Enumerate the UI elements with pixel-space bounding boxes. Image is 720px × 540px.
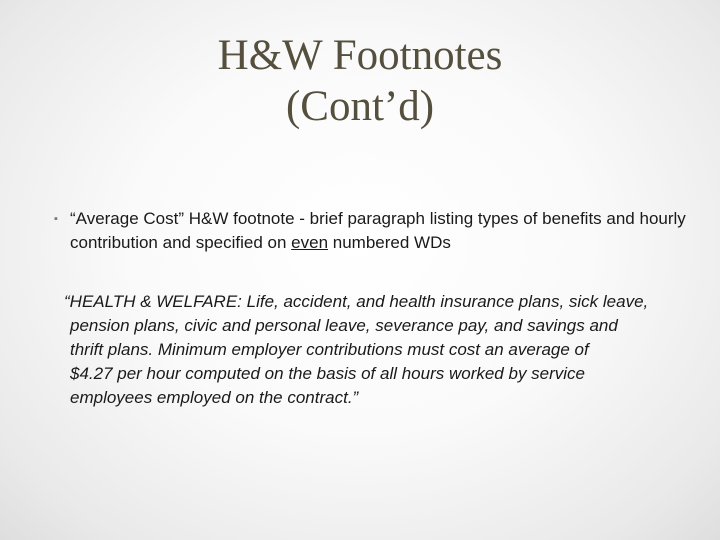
quote-line: “HEALTH & WELFARE: Life, accident, and health insurance plans, sick leave,	[64, 292, 649, 311]
slide-title	[0, 30, 720, 132]
slide-title-line-2: (Cont’d)	[285, 83, 435, 130]
quoted-footnote	[64, 290, 704, 410]
bullet-text-after: numbered WDs	[328, 233, 451, 252]
bullet-text-underlined: even	[291, 233, 329, 252]
quote-line: $4.27 per hour computed on the basis of all hours worked by service	[70, 364, 586, 383]
bullet-text-before: “Average Cost” H&W footnote - brief paragraph listing types of benefits and hourly contribution and specified on	[70, 209, 686, 252]
quote-line: employees employed on the contract.”	[70, 388, 359, 407]
bullet-item	[54, 207, 694, 255]
quote-line: thrift plans. Minimum employer contributions must cost an average of	[70, 340, 589, 359]
bullet-text	[70, 207, 694, 255]
quote-line: pension plans, civic and personal leave, severance pay, and savings and	[70, 316, 618, 335]
bullet-marker-icon: ▪	[54, 213, 58, 225]
slide-title-line-1: H&W Footnotes	[217, 32, 503, 79]
